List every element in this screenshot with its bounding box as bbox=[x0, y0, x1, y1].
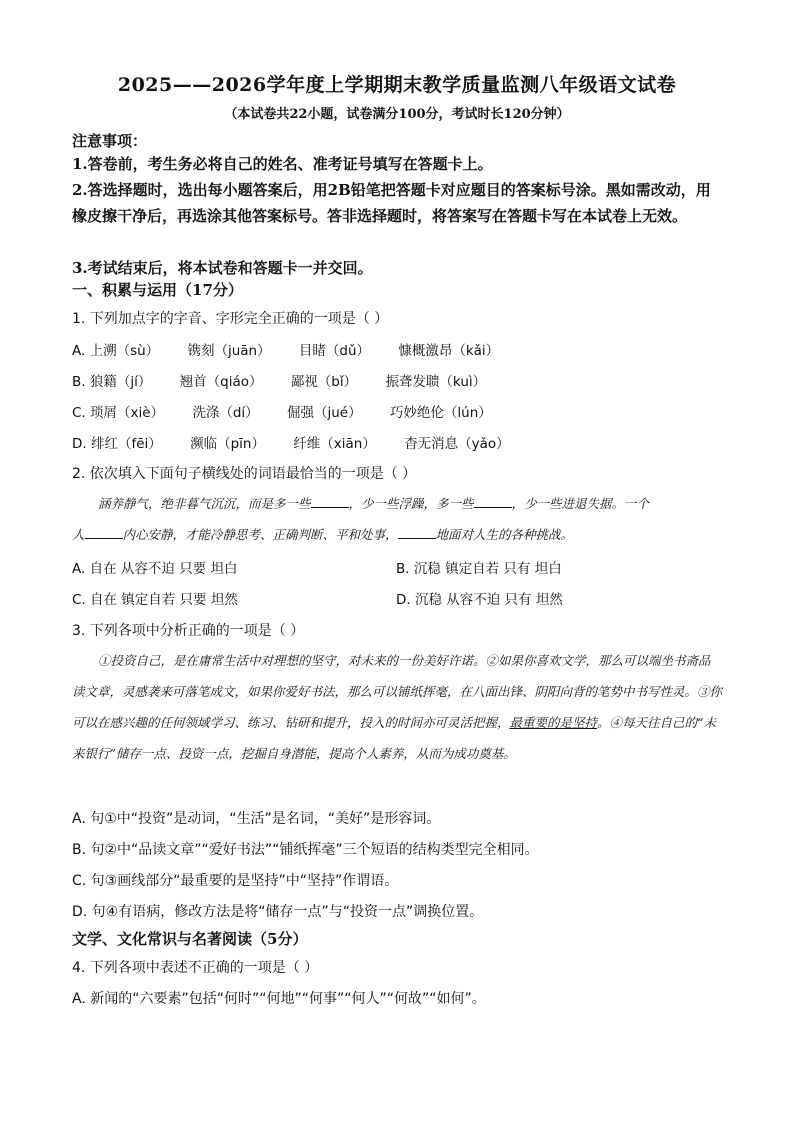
q3-stem: 3. 下列各项中分析正确的一项是（ ） bbox=[72, 623, 305, 639]
q4-option-a: A. 新闻的“六要素”包括“何时”“何地”“何事”“何人”“何故”“如何”。 bbox=[72, 991, 486, 1007]
q1-d-word-3: 纤维（xiān） bbox=[293, 436, 376, 452]
q1-option-c bbox=[72, 401, 492, 421]
q2-option-c: C. 自在 镇定自若 只要 坦然 bbox=[72, 592, 238, 608]
blank-3 bbox=[85, 524, 123, 539]
q1-d-word-4: 杳无消息（yǎo） bbox=[404, 436, 510, 452]
blank-4 bbox=[398, 524, 436, 539]
blank-2 bbox=[474, 493, 512, 508]
q1-b-word-3: 鄙视（bǐ） bbox=[290, 374, 358, 390]
q2-option-d: D. 沉稳 从容不迫 只有 坦然 bbox=[396, 592, 563, 608]
q2-passage-part-2: ，少一些浮躁，多一些 bbox=[348, 496, 474, 511]
q3-passage-part-2: 。④每天往自己的“未来银行”储存一点、投资一点，挖掘自身潜能，提高个人素养，从而为成功奠基。 bbox=[72, 715, 716, 761]
notes-item-3: 3.考试结束后，将本试卷和答题卡一并交回。 bbox=[72, 259, 373, 277]
q2-passage-part-3: ，少一些进退失据。一个 bbox=[511, 496, 650, 511]
q1-a-word-4: 慷概激昂（kǎi） bbox=[398, 343, 500, 359]
q1-a-word-1: A. 上溯（sù） bbox=[72, 343, 160, 359]
q2-passage-part-4: 人 bbox=[72, 527, 85, 542]
notes-heading: 注意事项： bbox=[72, 132, 148, 150]
q3-underlined-phrase: 最重要的是坚持 bbox=[509, 715, 598, 730]
q2-passage-part-6: 地面对人生的各种挑战。 bbox=[435, 527, 574, 542]
q3-option-b: B. 句②中“品读文章”“爱好书法”“铺纸挥毫”三个短语的结构类型完全相同。 bbox=[72, 842, 539, 858]
q2-passage-part-5: 内心安静，才能冷静思考、正确判断、平和处事， bbox=[122, 527, 398, 542]
q1-a-word-3: 目睹（dǔ） bbox=[298, 343, 371, 359]
q2-option-b: B. 沉稳 镇定自若 只有 坦白 bbox=[396, 561, 562, 577]
q1-b-word-2: 翘首（qiáo） bbox=[179, 374, 263, 390]
q3-option-a: A. 句①中“投资”是动词，“生活”是名词，“美好”是形容词。 bbox=[72, 811, 441, 827]
q2-stem: 2. 依次填入下面句子横线处的词语最恰当的一项是（ ） bbox=[72, 466, 417, 482]
q1-option-d bbox=[72, 432, 510, 452]
q1-c-word-3: 倔强（jué） bbox=[286, 405, 362, 421]
q1-d-word-1: D. 绯红（fēi） bbox=[72, 436, 162, 452]
blank-1 bbox=[311, 493, 349, 508]
q3-option-d: D. 句④有语病，修改方法是将“储存一点”与“投资一点”调换位置。 bbox=[72, 904, 484, 920]
page-subtitle: （本试卷共22小题，试卷满分100分，考试时长120分钟） bbox=[224, 107, 570, 122]
q1-c-word-1: C. 琐屑（xiè） bbox=[72, 405, 165, 421]
q3-option-c: C. 句③画线部分“最重要的是坚持”中“坚持”作谓语。 bbox=[72, 873, 399, 889]
q1-c-word-4: 巧妙绝伦（lún） bbox=[389, 405, 492, 421]
q1-d-word-2: 濒临（pīn） bbox=[190, 436, 265, 452]
q3-passage bbox=[72, 645, 722, 769]
q1-b-word-1: B. 狼籍（jí） bbox=[72, 374, 152, 390]
section-1-heading: 一、积累与运用（17分） bbox=[72, 281, 243, 299]
q1-option-a bbox=[72, 339, 499, 359]
q1-option-b bbox=[72, 370, 486, 390]
q1-a-word-2: 镌刻（juān） bbox=[187, 343, 271, 359]
notes-item-1: 1.答卷前，考生务必将自己的姓名、准考证号填写在答题卡上。 bbox=[72, 155, 493, 173]
q4-stem: 4. 下列各项中表述不正确的一项是（ ） bbox=[72, 960, 319, 976]
section-2-heading: 文学、文化常识与名著阅读（5分） bbox=[72, 930, 308, 948]
notes-item-2: 2.答选择题时，选出每小题答案后，用2B铅笔把答题卡对应题目的答案标号涂。黑如需改动，用橡皮擦干净后，再选涂其他答案标号。答非选择题时，将答案写在答题卡写在本试卷上无效。 bbox=[72, 181, 711, 225]
q3-passage-part-1: ①投资自己，是在庸常生活中对理想的坚守，对未来的一份美好许诺。②如果你喜欢文学，那么可以端坐书斋品读文章，灵感袭来可落笔成文，如果你爱好书法，那么可以铺纸挥毫，在八面出锋、阴阳向背的笔势中书写性灵。③你可以在感兴趣的任何领域学习、练习、钻研和提升，投入的时间亦可灵活把握， bbox=[72, 653, 723, 730]
q1-b-word-4: 振聋发聩（kuì） bbox=[385, 374, 487, 390]
q2-option-a: A. 自在 从容不迫 只要 坦白 bbox=[72, 561, 238, 577]
q2-passage-part-1: 涵养静气，绝非暮气沉沉，而是多一些 bbox=[98, 496, 311, 511]
page-title: 2025——2026学年度上学期期末教学质量监测八年级语文试卷 bbox=[117, 74, 677, 96]
q1-c-word-2: 洗涤（dí） bbox=[192, 405, 259, 421]
q1-stem: 1. 下列加点字的字音、字形完全正确的一项是（ ） bbox=[72, 311, 389, 327]
q2-passage bbox=[72, 488, 722, 550]
